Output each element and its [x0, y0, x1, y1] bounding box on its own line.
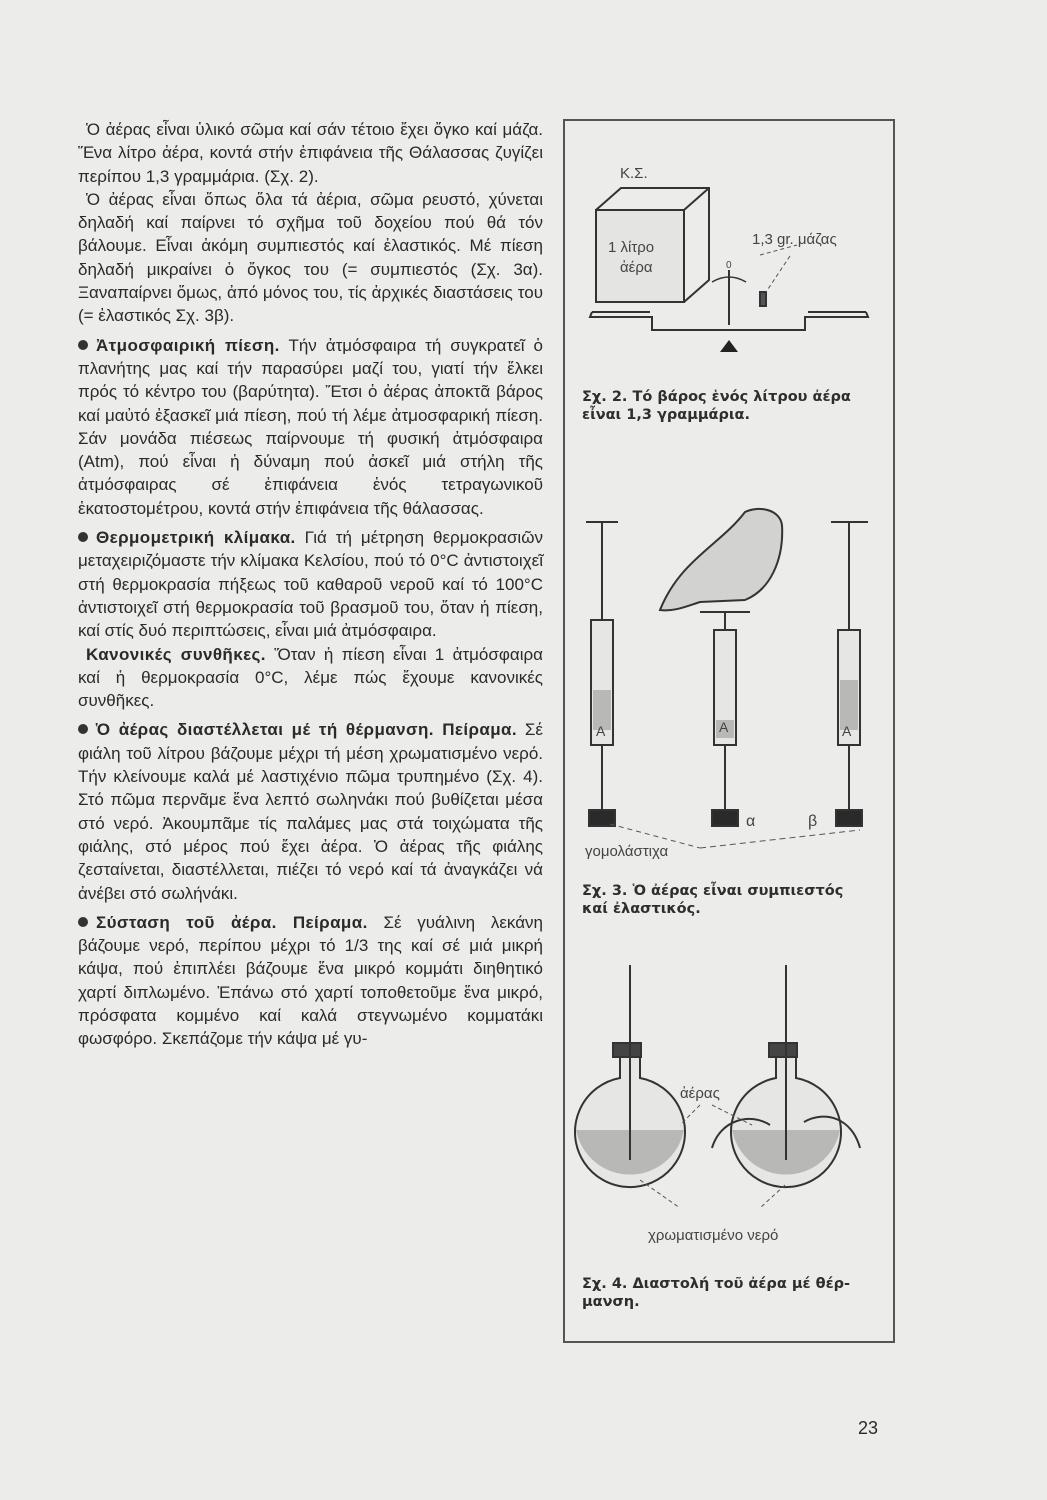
fig4-water-label: χρωματισμένο νερό: [648, 1227, 779, 1244]
section-body: Σέ φιάλη τοῦ λίτρου βάζουμε μέχρι τή μέση χρωματισμένο νερό. Τήν κλείνουμε καλά μέ λαστιχένιο πῶμα τρυπημένο (Σχ. 4). Στό πῶμα περνᾶμε ἕνα λεπτό σωληνάκι πού βυθίζεται μέσα στό νερό. Ἀκουμπᾶμε τίς παλάμες μας στά τοιχώματα τῆς φιάλης, στό μέρος πού ἔχει ἀέρα. Ὁ ἀέρας τῆς φιάλης ζεσταίνεται, διαστέλλεται, πιέζει τό νερό καί τά ἀναγκάζει νά ἀνέβει στό σωλήνάκι.: [78, 720, 543, 903]
section-heading: Ἀτμοσφαιρική πίεση.: [96, 335, 280, 355]
section-body: Ὅταν ἡ πίεση εἶναι 1 ἀτμόσφαιρα καί ἡ θερμοκρασία 0°C, λέμε πώς ἔχουμε κανονικές συνθῆκες.: [78, 644, 543, 711]
fig2-mass-label: 1,3 gr. μάζας: [752, 231, 837, 248]
fig2-scale-zero: 0: [726, 260, 732, 271]
fig2-fulcrum: [720, 340, 738, 352]
fig2-litre-label: 1 λίτρο: [608, 239, 655, 256]
section-heading: Σύσταση τοῦ ἀέρα. Πείραμα.: [96, 912, 368, 932]
fig2-caption-line: Σχ. 2. Τό βάρος ἑνός λίτρου ἀέρα: [582, 389, 851, 405]
section-heading: Ὁ ἀέρας διαστέλλεται μέ τή θέρμανση. Πείραμα.: [96, 720, 518, 740]
fig2-caption-line: εἶναι 1,3 γραμμάρια.: [582, 407, 751, 423]
fig3-label-a1: A: [596, 723, 606, 739]
fig4-caption-line: μανση.: [582, 1294, 640, 1310]
section-body: Γιά τή μέτρηση θερμοκρασιῶν μεταχειριζόμαστε τήν κλίμακα Κελσίου, πού τό 0°C ἀντιστοιχεῖ στή θερμοκρασία πήξεως τοῦ καθαροῦ νεροῦ καί τό 100°C ἀντιστοιχεῖ στή θερμοκρασία τοῦ βρασμοῦ του, ὅταν ἡ πίεση, καί στίς δυό περιπτώσεις, εἶναι μιά ἀτμόσφαιρα.: [78, 528, 543, 641]
paragraph-fluid: Ὁ ἀέρας εἶναι ὅπως ὅλα τά ἀέρια, σῶμα ρευστό, χύνεται δηλαδή καί παίρνει τό σχῆμα τοῦ δοχείου πού θά τόν βάλουμε. Εἶναι ἀκόμη συμπιεστός καί ἐλαστικός. Μέ πίεση δηλαδή μικραίνει ὁ ὄγκος του (= συμπιεστός (Σχ. 3α). Ξαναπαίρνει ὅμως, ἀπό μόνος του, τίς ἀρχικές διαστάσεις του (= ἐλαστικός Σχ. 3β).: [78, 189, 543, 326]
fig3-caption-line: καί ἐλαστικός.: [582, 901, 701, 917]
fig3-alpha-label: α: [746, 813, 756, 830]
fig3-beta-label: β: [808, 813, 818, 830]
fig4-air-label: ἀέρας: [680, 1085, 720, 1102]
paragraph-mass: Ὁ ἀέρας εἶναι ὑλικό σῶμα καί σάν τέτοιο ἔχει ὄγκο καί μάζα. Ἕνα λίτρο ἀέρα, κοντά στήν ἐπιφάνεια τῆς Θάλασσας ζυγίζει περίπου 1,3 γραμμάρια. (Σχ. 2).: [78, 120, 543, 186]
fig4-caption: [582, 1275, 882, 1311]
fig2-ks-label: Κ.Σ.: [620, 165, 648, 182]
fig4-caption-line: Σχ. 4. Διαστολή τοῦ ἀέρα μέ θέρ-: [582, 1276, 851, 1292]
fig3-label-a3: A: [842, 723, 852, 739]
fig3-caption-line: Σχ. 3. Ὁ ἀέρας εἶναι συμπιεστός: [582, 883, 844, 899]
fig3-rubber-label: γομολάστιχα: [585, 843, 669, 860]
fig3-caption: [582, 882, 882, 918]
page-number: 23: [858, 1418, 879, 1438]
fig3-syringes: [586, 509, 868, 826]
section-body: Σέ γυάλινη λεκάνη βάζουμε νερό, περίπου μέχρι τό 1/3 της καί σέ μιά μικρή κάψα, πού ἐπιπλέει βάζουμε ἕνα μικρό κομμάτι διηθητικό χαρτί διπλωμένο. Ἐπάνω στό χαρτί τοποθετοῦμε ἕνα μικρό, πρόσφατα κομμένο καί καλά στεγνωμένο κομματάκι φωσφόρο. Σκεπάζομε τήν κάψα μέ γυ-: [78, 912, 543, 1049]
section-heading: Κανονικές συνθῆκες.: [86, 644, 266, 664]
fig2-air-label: ἀέρα: [620, 259, 653, 276]
fig2-caption: [582, 388, 882, 424]
section-heading: Θερμομετρική κλίμακα.: [96, 528, 296, 548]
fig4-flasks: [575, 965, 860, 1187]
section-body: Τήν ἀτμόσφαιρα τή συγκρατεῖ ὁ πλανήτης μας καί τήν παρασύρει μαζί του, γιατί τήν ἕλκει πρός τό κέντρο του (βαρύτητα). Ἔτσι ὁ ἀέρας ἀποκτᾶ βάρος καί μαὐτό ἐξασκεῖ μιά πίεση, πού τή λέμε ἀτμοσφαρική πίεση. Σάν μονάδα πιέσεως παίρνουμε τή φυσική ἀτμόσφαιρα (Atm), πού εἶναι ἡ δύναμη πού ἀσκεῖ μιά στήλη τῆς ἀτμόσφαιρας σέ ἐπιφάνεια ἑνός τετραγωνικοῦ ἑκατοστομέτρου, κοντά στήν ἐπιφάνεια τῆς θάλασσας.: [78, 335, 543, 518]
fig3-label-a2: A: [719, 719, 729, 735]
